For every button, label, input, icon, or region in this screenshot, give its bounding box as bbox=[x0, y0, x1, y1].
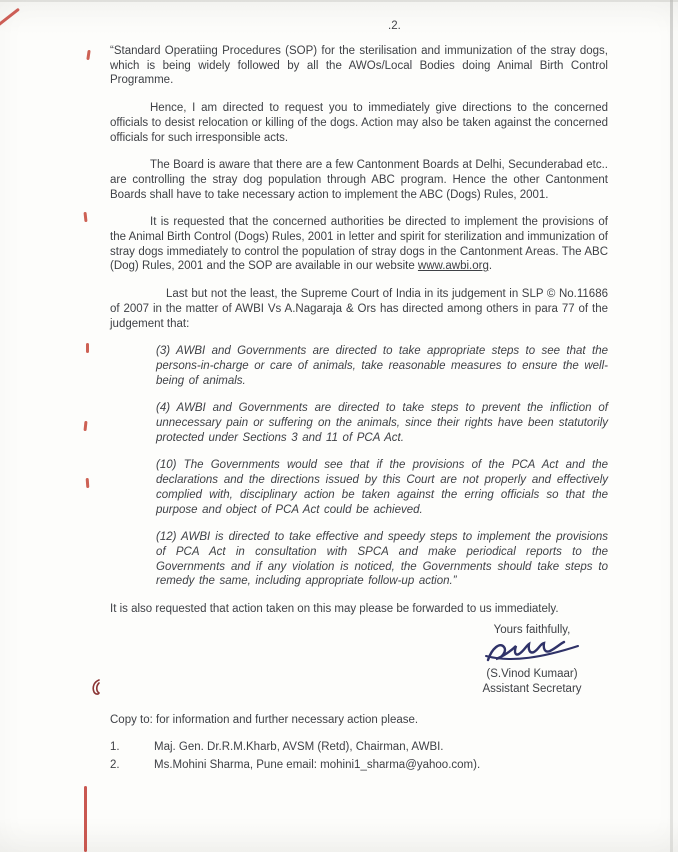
list-item-number: 2. bbox=[110, 759, 120, 772]
valediction: Yours faithfully, bbox=[493, 623, 571, 636]
scan-red-mark bbox=[83, 421, 87, 431]
paragraph-text: It is requested that the concerned authorities be directed to implement the provisions of the Animal Birth Control (Dogs) Rules, 2001 in letter and spirit for sterilization and immunization of stray dogs immediately to control the population of stray dogs in the Cantonment Areas. The ABC (Dog) Rules, 2001 and the SOP are available in our website bbox=[110, 216, 608, 273]
quote-para-12: (12) AWBI is directed to take effective and speedy steps to implement the provisions of PCA Act in consultation with SPCA and make periodical reports to the Governments and if any violation is noticed, the Governments should take steps to remedy the same, including appropriate follow-up action.” bbox=[156, 531, 608, 588]
scan-edge-shadow-right bbox=[670, 0, 673, 852]
scan-edge-shadow-top bbox=[0, 0, 678, 2]
signature-scribble bbox=[482, 639, 582, 667]
list-item-text: Maj. Gen. Dr.R.M.Kharb, AVSM (Retd), Chairman, AWBI. bbox=[154, 740, 444, 753]
paragraph-cantonment-boards: The Board is aware that there are a few Cantonment Boards at Delhi, Secunderabad etc.. are controlling the stray dog population through ABC program. Hence the other Cantonment Boards shall have to take necessary action to implement the ABC (Dogs) Rules, 2001. bbox=[110, 159, 608, 201]
copy-to-line: Copy to: for information and further necessary action please. bbox=[110, 713, 419, 726]
paragraph-supreme-court: Last but not the least, the Supreme Court of India in its judgement in SLP © No.11686 of 2007 in the matter of AWBI Vs A.Nagaraja & Ors has directed among others in para 77 of the judgement that: bbox=[110, 288, 608, 330]
quote-para-10: (10) The Governments would see that if the provisions of the PCA Act and the declarations and the directions issued by this Court are not properly and effectively complied with, disciplinary action be taken against the erring officials so that the purpose and object of PCA Act could be achieved. bbox=[156, 459, 608, 516]
quote-para-4: (4) AWBI and Governments are directed to take steps to prevent the infliction of unnecessary pain or suffering on the animals, since their rights have been statutorily protected under Sections 3 and 11 of PCA Act. bbox=[156, 402, 608, 444]
page-number: .2. bbox=[388, 20, 401, 32]
website-link: www.awbi.org bbox=[417, 260, 489, 273]
signatory-name: (S.Vinod Kumaar) bbox=[486, 667, 578, 680]
signatory-title: Assistant Secretary bbox=[482, 682, 582, 695]
paragraph-text: . bbox=[488, 260, 493, 273]
paragraph-sop: “Standard Operatiing Procedures (SOP) for the sterilisation and immunization of the stray dogs, which is being widely followed by all the AWOs/Local Bodies doing Animal Birth Control Programme. bbox=[110, 45, 608, 87]
list-item-text: Ms.Mohini Sharma, Pune email: mohini1_sharma@yahoo.com). bbox=[154, 759, 481, 772]
letter-body bbox=[110, 44, 608, 777]
scan-red-mark bbox=[86, 478, 90, 488]
paragraph-directions-request: Hence, I am directed to request you to immediately give directions to the concerned officials to desist relocation or killing of the dogs. Action may also be taken against the concerned officials for such irresponsible acts. bbox=[110, 102, 608, 144]
judgement-quotes bbox=[156, 344, 608, 589]
pen-mark-icon bbox=[90, 678, 104, 698]
list-item bbox=[110, 740, 608, 755]
paragraph-abc-rules bbox=[110, 215, 608, 274]
scan-red-mark-corner bbox=[0, 8, 20, 28]
signature-block bbox=[456, 623, 608, 697]
list-item-number: 1. bbox=[110, 740, 120, 753]
quote-para-3: (3) AWBI and Governments are directed to take appropriate steps to see that the persons-in-charge or care of animals, take reasonable measures to ensure the well-being of animals. bbox=[156, 345, 608, 387]
scan-red-mark bbox=[83, 212, 87, 222]
closing-line: It is also requested that action taken on this may please be forwarded to us immediately. bbox=[110, 603, 559, 616]
recipient-list bbox=[110, 740, 608, 773]
scan-red-mark bbox=[86, 343, 89, 353]
list-item bbox=[110, 758, 608, 773]
scan-red-line-bottom bbox=[84, 786, 87, 852]
scan-red-mark bbox=[86, 50, 90, 60]
